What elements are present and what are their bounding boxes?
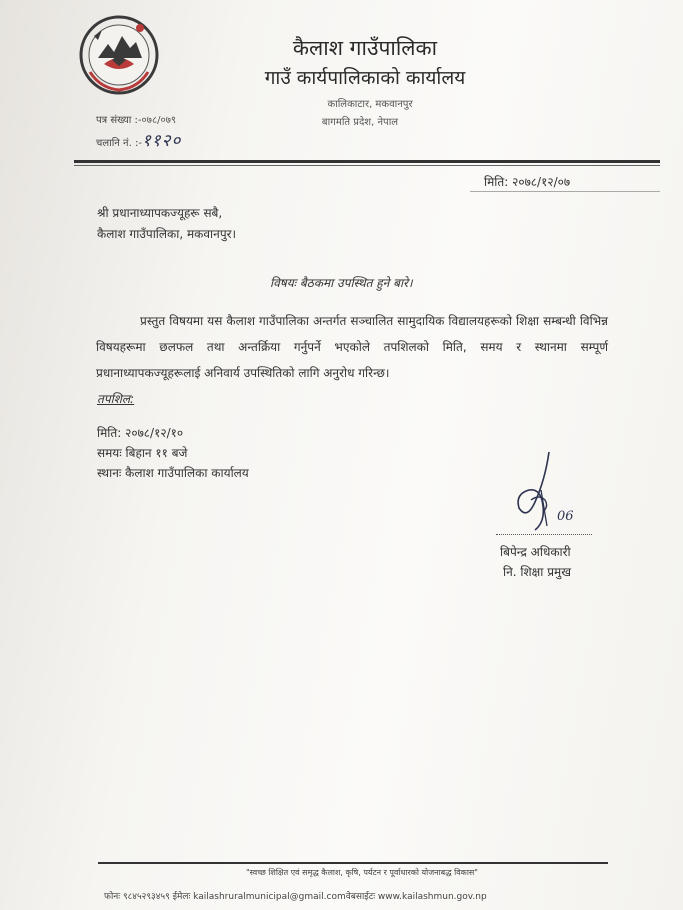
footer-slogan: "स्वच्छ शिक्षित एवं समृद्ध कैलाश, कृषि, पर्यटन र पूर्वाधारको योजनाबद्ध विकास"	[246, 868, 478, 877]
handwritten-signature	[505, 450, 595, 540]
dispatch-number	[96, 128, 181, 151]
signer-title: नि. शिक्षा प्रमुख	[503, 565, 572, 579]
signature-line	[496, 534, 592, 535]
footer-contact: फोनः ९८४५२९३४५९ ईमेलः kailashruralmunicipal@gmail.comवेबसाईटः www.kailashmun.gov.np	[104, 892, 487, 902]
letter-date: मिति: २०७८/१२/०७	[484, 175, 571, 189]
detail-place: स्थानः कैलाश गाउँपालिका कार्यालय	[97, 466, 249, 480]
office-name: कैलाश गाउँपालिका	[292, 36, 438, 60]
svg-text:06: 06	[557, 509, 574, 524]
letter-subject: विषयः बैठकमा उपस्थित हुने बारे।	[270, 276, 413, 290]
detail-time: समयः बिहान ११ बजे	[97, 446, 188, 460]
signer-name: बिपेन्द्र अधिकारी	[500, 545, 571, 559]
letter-body: प्रस्तुत विषयमा यस कैलाश गाउँपालिका अन्तर्गत सञ्चालित सामुदायिक विद्यालयहरूको शिक्षा सम्बन्धी विभिन्न विषयहरूमा छलफल तथा अन्तर्क्रिया गर्नुपर्ने भएकोले तपशिलको मिति, समय र स्थानमा सम्पूर्ण प्रधानाध्यापकज्यूहरूलाई अनिवार्य उपस्थितिको लागि अनुरोध गरिन्छ।	[96, 314, 608, 380]
footer-divider	[98, 862, 608, 864]
address-line-1: कालिकाटार, मकवानपुर	[327, 99, 413, 110]
header-divider	[74, 160, 660, 163]
detail-date: मिति: २०७८/१२/१०	[97, 426, 184, 440]
date-underline	[470, 191, 660, 192]
office-subtitle: गाउँ कार्यपालिकाको कार्यालय	[264, 67, 466, 89]
dispatch-number-label: चलानि नं. :-	[96, 138, 142, 149]
recipient-line-1: श्री प्रधानाध्यापकज्यूहरू सबै,	[97, 206, 223, 220]
nepal-emblem-logo	[78, 14, 160, 96]
details-heading: तपशिल:	[97, 392, 135, 406]
address-line-2: बागमति प्रदेश, नेपाल	[321, 117, 399, 128]
recipient-line-2: कैलाश गाउँपालिका, मकवानपुर।	[97, 227, 237, 241]
dispatch-number-value: ११२०	[141, 131, 182, 151]
letter-number	[96, 112, 176, 126]
letter-number-label: पत्र संख्या :-	[96, 115, 142, 126]
letter-number-value: ०७८/०७९	[141, 115, 177, 126]
header-divider-thin	[74, 165, 660, 166]
